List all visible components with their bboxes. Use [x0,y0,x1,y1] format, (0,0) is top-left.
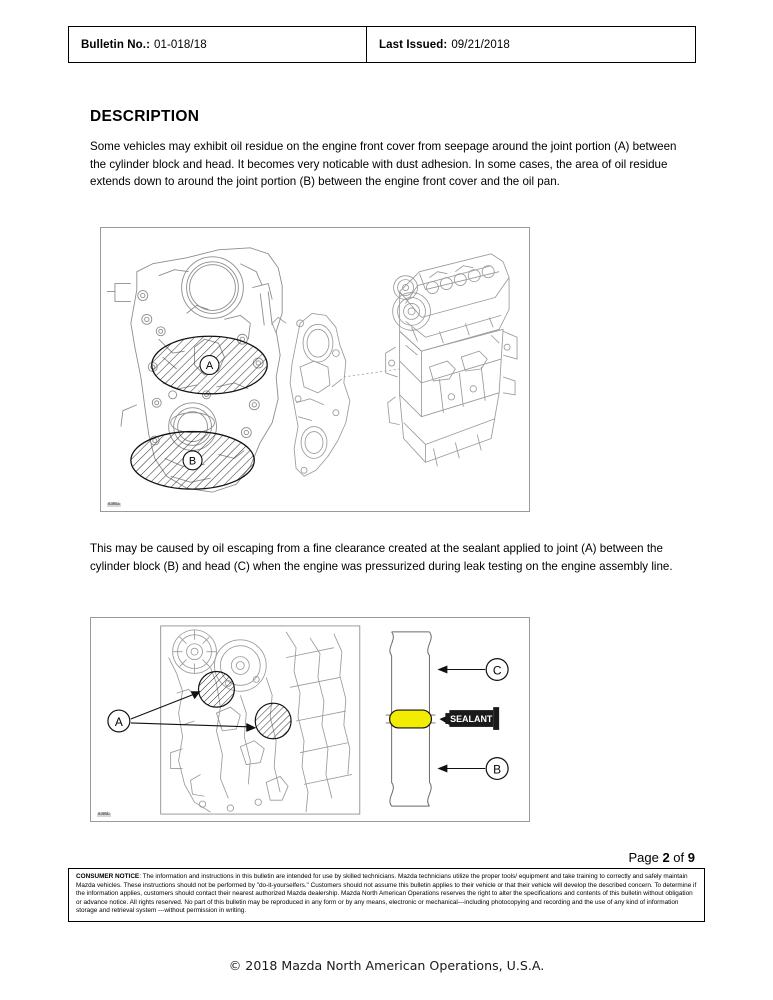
figure-1-id-code: 8305a [108,503,120,507]
figure-2-id-code: 8305b [98,813,110,817]
callout-region-b [131,432,254,490]
consumer-notice-label: CONSUMER NOTICE [76,873,140,880]
svg-text:C: C [492,663,502,678]
description-paragraph-1: Some vehicles may exhibit oil residue on the engine front cover from seepage around the joint portion (A) between the cylinder block and head. It becomes very noticable with dust adhesion. In some cases, the area of oil residue extends down to around the joint portion (B) between the engine front cover and the oil pan. [90,140,677,188]
figure-1-illustration [101,228,529,511]
sealant-cross-section [386,632,436,806]
joint-region-lower [255,703,291,739]
section-heading-description: DESCRIPTION [90,108,200,125]
last-issued-value: 09/21/2018 [451,38,510,51]
page-middle: of [673,850,685,865]
bulletin-number-label: Bulletin No.: [81,38,151,51]
figure-sealant-joint-detail [90,617,530,822]
page-current: 2 [662,850,670,865]
bulletin-number-cell [69,27,367,62]
figure-2-illustration [91,618,529,821]
svg-text:A: A [205,360,214,372]
sealant-bead [390,710,432,728]
page-prefix: Page [628,850,659,865]
svg-text:B: B [188,455,197,468]
page-total: 9 [687,850,695,865]
last-issued-label: Last Issued: [379,38,448,51]
joint-region-upper [199,671,235,707]
last-issued-cell [367,27,695,62]
assembly-guide-line [344,369,400,377]
sealant-tube-icon [439,707,499,730]
page-number [628,850,695,865]
callout-region-a [152,336,267,394]
copyright-line: © 2018 Mazda North American Operations, U.S.A. [228,958,545,973]
consumer-notice-box [68,868,705,922]
bulletin-number-value: 01-018/18 [154,38,207,51]
description-paragraph-2: This may be caused by oil escaping from a fine clearance created at the sealant applied to joint (A) between the cylinder block (B) and head (C) when the engine was pressurized during leak testing on the engine assembly line. [90,542,673,573]
consumer-notice-text: : The information and instructions in this bulletin are intended for use by skilled technicians. Mazda technicians utilize the proper tools/ equipment and take training to correctly and safely maintain Mazda vehicles. These instructions should not be performed by "do-it-yourselfers." Customers should not assume this bulletin applies to their vehicle or that their vehicle will develop the described concern. To determine if the information applies, customers should contact their nearest authorized Mazda dealership. Mazda North American Operations reserves the right to alter the specifications and contents of this bulletin without obligation or advance notice. All rights reserved. No part of this bulletin may be reproduced in any form or by any means, electronic or mechanical---including photocopying and recording and the use of any kind of information storage and retrieval system ---without permission in writing. [76,873,697,915]
svg-text:B: B [493,762,502,777]
figure-engine-front-cover-residue [100,227,530,512]
bulletin-header-table [68,26,696,63]
sealant-label-text: SEALANT [450,713,493,724]
svg-text:A: A [114,714,123,729]
